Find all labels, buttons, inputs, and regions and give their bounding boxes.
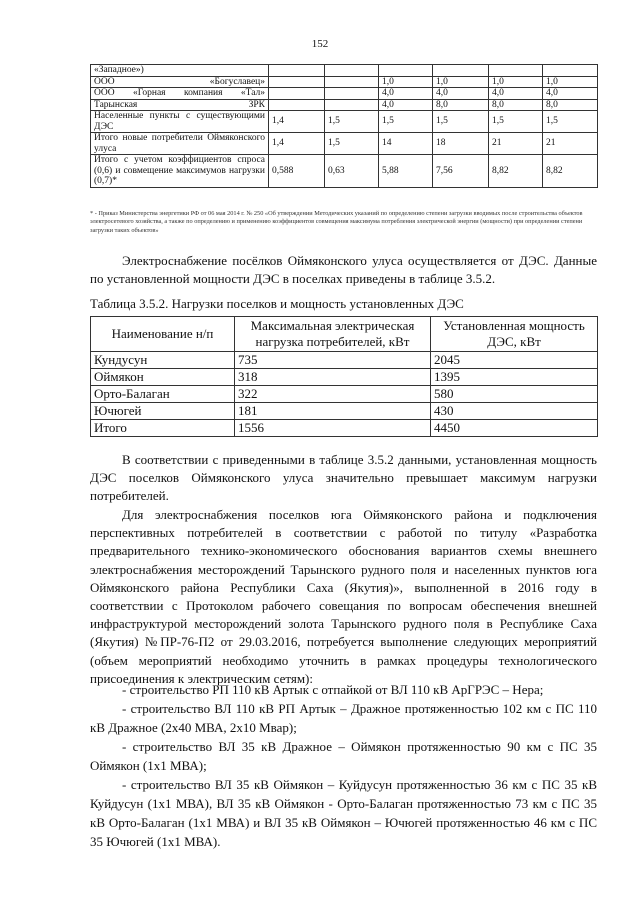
table-row (91, 403, 598, 420)
table-cell: 8,82 (543, 155, 598, 188)
table-footnote: * - Приказ Министерства энергетики РФ от 06 мая 2014 г. № 250 «Об утверждении Методических указаний по определению степени загрузки вводимых после строительства объектов электросетевого хозяйства, а также по определению и применению коэффициентов совмещения максимума потребления электрической энергии (мощности) при определении степени загрузки таких объектов» (90, 210, 583, 234)
table-cell: 4,0 (489, 88, 543, 100)
des-capacity-table (90, 316, 598, 437)
table-row (91, 352, 598, 369)
table-row (91, 65, 598, 77)
table-cell: 8,0 (489, 99, 543, 111)
table-cell (269, 99, 325, 111)
table-cell: 1,5 (325, 111, 379, 133)
table-row (91, 99, 598, 111)
table-cell: 1,5 (433, 111, 489, 133)
table-cell (379, 65, 433, 77)
list-item: - строительство ВЛ 35 кВ Дражное – Оймякон протяженностью 90 км с ПС 35 Оймякон (1х1 МВА); (90, 739, 597, 773)
table-cell: 4,0 (543, 88, 598, 100)
table-cell: 8,0 (543, 99, 598, 111)
table-caption: Таблица 3.5.2. Нагрузки поселков и мощность установленных ДЭС (90, 296, 464, 311)
table-cell: 1,5 (379, 111, 433, 133)
settlement-name: Оймякон (91, 369, 235, 386)
table-cell (543, 65, 598, 77)
table-cell: 181 (235, 403, 431, 420)
table-cell: 14 (379, 133, 433, 155)
table-cell: 21 (543, 133, 598, 155)
table-cell (325, 76, 379, 88)
table-row (91, 76, 598, 88)
table-cell: 8,0 (433, 99, 489, 111)
table-cell: 580 (431, 386, 598, 403)
table-cell: 735 (235, 352, 431, 369)
load-forecast-table (90, 64, 598, 188)
settlement-name: Ючюгей (91, 403, 235, 420)
table-cell: 21 (489, 133, 543, 155)
table-cell (433, 65, 489, 77)
table-cell: 2045 (431, 352, 598, 369)
table-row (91, 386, 598, 403)
column-header: Максимальная электрическая нагрузка потребителей, кВт (235, 317, 431, 352)
table-row (91, 111, 598, 133)
table-cell (269, 65, 325, 77)
settlement-name: Орто-Балаган (91, 386, 235, 403)
table-cell: 1,4 (269, 111, 325, 133)
table-cell: 1,4 (269, 133, 325, 155)
table-cell: 318 (235, 369, 431, 386)
table-cell (269, 88, 325, 100)
table-cell: 18 (433, 133, 489, 155)
table-cell: 1,0 (379, 76, 433, 88)
table-cell (489, 65, 543, 77)
table-cell (325, 65, 379, 77)
list-item: - строительство ВЛ 35 кВ Оймякон – Куйдусун протяженностью 36 км с ПС 35 кВ Куйдусун (1х1 МВА), ВЛ 35 кВ Оймякон - Орто-Балаган протяженностью 73 км с ПС 35 кВ Орто-Балаган (1х1 МВА) и ВЛ 35 кВ Оймякон – Ючюгей протяженностью 46 км с ПС 35 Ючюгей (1х1 МВА). (90, 777, 597, 849)
table-row (91, 155, 598, 188)
table-cell: 1,0 (543, 76, 598, 88)
page-number: 152 (311, 38, 329, 50)
paragraph-des-supply: Электроснабжение посёлков Оймяконского улуса осуществляется от ДЭС. Данные по установленной мощности ДЭС в поселках приведены в таблице 3.5.2. (90, 253, 597, 287)
measures-list (90, 680, 597, 851)
table-cell: 1,5 (325, 133, 379, 155)
table-cell: 8,82 (489, 155, 543, 188)
table-cell: 4,0 (379, 99, 433, 111)
table-cell: 0,63 (325, 155, 379, 188)
table-cell: 1,0 (433, 76, 489, 88)
row-label: Итого с учетом коэффициентов спроса (0,6) и совмещение максимумов нагрузки (0,7)* (91, 155, 269, 188)
settlement-name: Итого (91, 420, 235, 437)
column-header: Установленная мощность ДЭС, кВт (431, 317, 598, 352)
table-row (91, 88, 598, 100)
list-item: - строительство ВЛ 110 кВ РП Артык – Дражное протяженностью 102 км с ПС 110 кВ Дражное (2х40 МВА, 2х10 Мвар); (90, 701, 597, 735)
table-cell: 1,0 (489, 76, 543, 88)
table-cell: 4,0 (433, 88, 489, 100)
list-item: - строительство РП 110 кВ Артык с отпайкой от ВЛ 110 кВ АрГРЭС – Нера; (122, 682, 544, 697)
row-label: «Западное») (91, 65, 269, 77)
table-cell (325, 88, 379, 100)
table-cell (325, 99, 379, 111)
table-cell: 4,0 (379, 88, 433, 100)
table-cell: 1,5 (543, 111, 598, 133)
column-header: Наименование н/п (91, 317, 235, 352)
table-cell: 322 (235, 386, 431, 403)
paragraph-conclusion: В соответствии с приведенными в таблице 3.5.2 данными, установленная мощность ДЭС поселков Оймяконского улуса значительно превышает максимум нагрузки потребителей. (90, 452, 597, 504)
row-label: Итого новые потребители Оймяконского улуса (91, 133, 269, 155)
table-cell: 1556 (235, 420, 431, 437)
settlement-name: Кундусун (91, 352, 235, 369)
table-row (91, 133, 598, 155)
table-cell: 0,588 (269, 155, 325, 188)
table-cell (269, 76, 325, 88)
table-row (91, 369, 598, 386)
row-label: Тарынская ЗРК (91, 99, 269, 111)
row-label: ООО «Горная компания «Тал» (91, 88, 269, 100)
table-cell: 1,5 (489, 111, 543, 133)
table-cell: 430 (431, 403, 598, 420)
table-cell: 5,88 (379, 155, 433, 188)
table-cell: 1395 (431, 369, 598, 386)
table-cell: 7,56 (433, 155, 489, 188)
table-cell: 4450 (431, 420, 598, 437)
row-label: ООО «Богуславец» (91, 76, 269, 88)
paragraph-measures: Для электроснабжения поселков юга Оймяконского района и подключения перспективных потребителей в соответствии с работой по титулу «Разработка предварительного технико-экономического обоснования вариантов схемы внешнего электроснабжения месторождений Тарынского рудного поля и населенных пунктов юга Оймяконского района Республики Саха (Якутия)», выполненной в 2016 году в соответствии с Протоколом рабочего совещания по вопросам обеспечения внешней инфраструктурой месторождений золота Тарынского рудного поля в Республике Саха (Якутия) №ПР-76-П2 от 29.03.2016, потребуется выполнение следующих мероприятий (объем мероприятий необходимо уточнить в рамках процедуры технологического присоединения к электрическим сетям): (90, 507, 597, 686)
table-row (91, 420, 598, 437)
row-label: Населенные пункты с существующими ДЭС (91, 111, 269, 133)
